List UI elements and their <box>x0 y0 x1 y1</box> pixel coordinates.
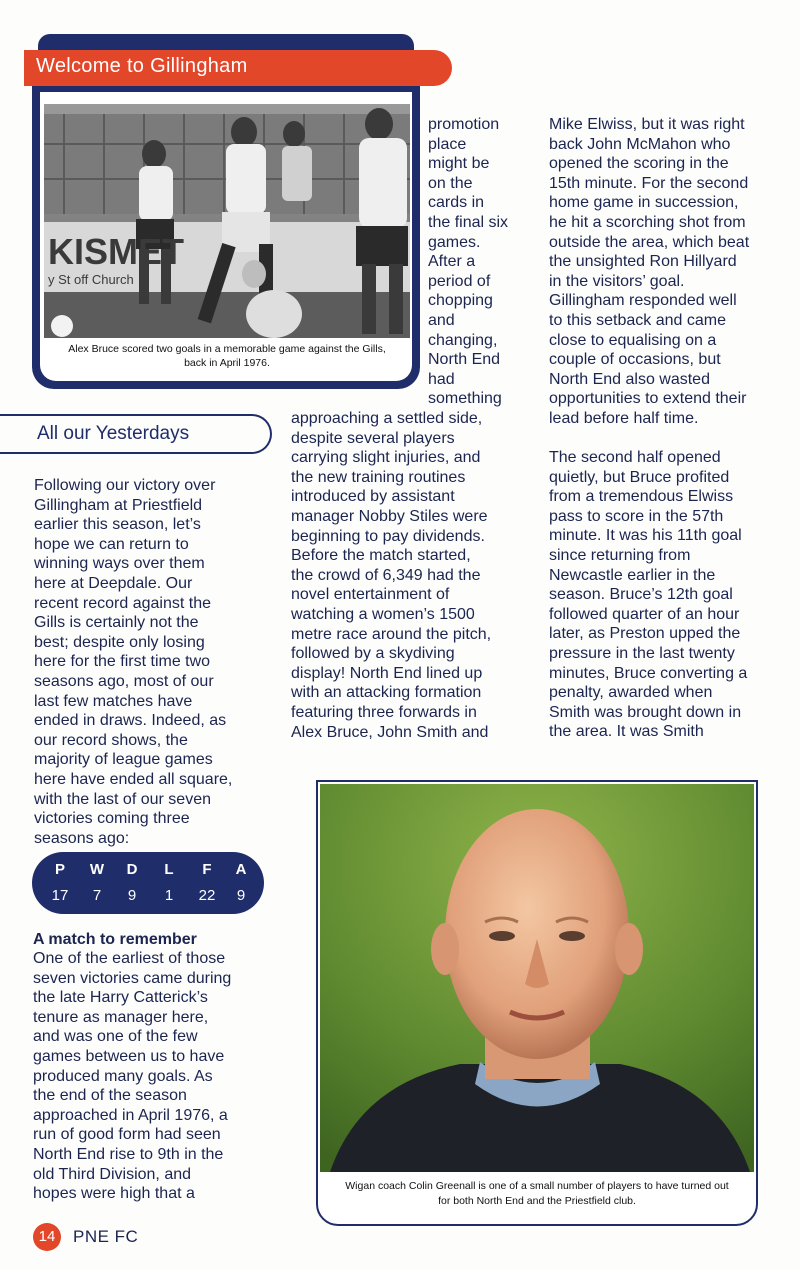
page-title: Welcome to Gillingham <box>36 55 248 77</box>
stats-header: F <box>202 861 212 878</box>
article-line: hopes were high that a <box>33 1185 195 1203</box>
article-line: beginning to pay dividends. <box>291 527 485 545</box>
article-line: pass to score in the 57th <box>549 507 724 525</box>
article-line: to this setback and came <box>549 311 726 329</box>
article-line: carrying slight injuries, and <box>291 449 481 467</box>
article-line: run of good form had seen <box>33 1126 221 1144</box>
top-photo-caption-line: back in April 1976. <box>184 357 270 369</box>
article-line: ended in draws. Indeed, as <box>34 712 227 730</box>
article-line: on the <box>428 174 473 192</box>
article-line: here at Deepdale. Our <box>34 574 193 592</box>
article-line: the new training routines <box>291 468 466 486</box>
article-line: Gillingham at Priestfield <box>34 496 203 514</box>
article-line: earlier this season, let’s <box>34 516 201 534</box>
article-line: minutes, Bruce converting a <box>549 664 748 682</box>
article-line: tenure as manager here, <box>33 1008 209 1026</box>
article-line: recent record against the <box>34 594 211 612</box>
article-line: the final six <box>428 213 509 231</box>
page-number-badge: 14 <box>33 1223 61 1251</box>
article-line: the late Harry Catterick’s <box>33 989 208 1007</box>
article-line: produced many goals. As <box>33 1067 213 1085</box>
article-line: manager Nobby Stiles were <box>291 507 488 525</box>
article-line: novel entertainment of <box>291 586 450 604</box>
article-line: he hit a scorching shot from <box>549 213 746 231</box>
article-line <box>549 429 749 449</box>
article-line: Gills is certainly not the <box>34 614 199 632</box>
ad-board-subtext: y St off Church <box>48 272 134 287</box>
article-line: our record shows, the <box>34 731 188 749</box>
article-line: since returning from <box>549 547 691 565</box>
article-line: approaching a settled side, <box>291 410 483 427</box>
stats-value: 9 <box>127 887 137 904</box>
article-column-1 <box>34 476 232 848</box>
top-photo-caption <box>44 342 410 370</box>
article-line: and was one of the few <box>33 1028 198 1046</box>
article-line: Alex Bruce, John Smith and <box>291 723 489 741</box>
article-line: Following our victory over <box>34 477 216 494</box>
article-line: approached in April 1976, a <box>33 1106 228 1124</box>
article-line: After a <box>428 253 476 271</box>
article-line: from a tremendous Elwiss <box>549 488 734 506</box>
article-column-1-bottom <box>33 949 231 1204</box>
article-line: followed by a skydiving <box>291 645 455 663</box>
article-line: watching a women’s 1500 <box>291 605 475 623</box>
article-line: games. <box>428 233 481 251</box>
stats-value: 22 <box>198 887 216 904</box>
stats-value: 17 <box>51 887 69 904</box>
article-line: back John McMahon who <box>549 135 731 153</box>
article-line: the area. It was Smith <box>549 723 704 741</box>
article-line: last few matches have <box>34 692 193 710</box>
stats-header: P <box>54 861 65 878</box>
portrait-photo-caption <box>320 1179 754 1209</box>
portrait-photo-caption-line: Wigan coach Colin Greenall is one of a small number of players to have turned out <box>345 1180 729 1192</box>
portrait-photo-caption-line: for both North End and the Priestfield club. <box>438 1195 636 1207</box>
article-line: home game in succession, <box>549 194 739 212</box>
article-line: old Third Division, and <box>33 1165 192 1183</box>
stats-value: 9 <box>236 887 246 904</box>
article-line: had <box>428 370 455 388</box>
article-line: Gillingham responded well <box>549 292 737 310</box>
article-line: hope we can return to <box>34 535 189 553</box>
article-line: changing, <box>428 331 498 349</box>
article-column-3 <box>549 115 749 742</box>
article-line: seasons ago: <box>34 829 130 847</box>
article-line: lead before half time. <box>549 409 699 427</box>
article-line: metre race around the pitch, <box>291 625 492 643</box>
article-column-2-bottom <box>291 409 491 742</box>
stats-header: L <box>164 861 174 878</box>
match-photo <box>44 104 410 338</box>
article-line: outside the area, which beat <box>549 233 750 251</box>
article-line: winning ways over them <box>34 555 205 573</box>
article-line: majority of league games <box>34 751 213 769</box>
article-line: The second half opened <box>549 449 721 467</box>
article-column-2-top <box>428 115 508 409</box>
article-line: the end of the season <box>33 1087 187 1105</box>
article-line: One of the earliest of those <box>33 950 226 967</box>
article-line: 15th minute. For the second <box>549 174 749 192</box>
article-line: cards in <box>428 194 485 212</box>
article-line: chopping <box>428 292 493 310</box>
article-line: despite several players <box>291 429 455 447</box>
article-line: season. Bruce’s 12th goal <box>549 586 733 604</box>
stats-header: A <box>235 861 247 878</box>
article-line: North End also wasted <box>549 370 710 388</box>
article-line: might be <box>428 155 490 173</box>
article-line: place <box>428 135 467 153</box>
article-line: quietly, but Bruce profited <box>549 468 730 486</box>
article-line: minute. It was his 11th goal <box>549 527 742 545</box>
article-line: Before the match started, <box>291 547 471 565</box>
article-line: pressure in the last twenty <box>549 645 735 663</box>
article-line: Newcastle earlier in the <box>549 566 716 584</box>
top-photo-caption-line: Alex Bruce scored two goals in a memorable game against the Gills, <box>68 343 386 355</box>
ad-board-text: KISMET <box>48 231 185 272</box>
article-line: here have ended all square, <box>34 770 233 788</box>
stats-header: W <box>89 861 105 878</box>
article-line: opened the scoring in the <box>549 155 729 173</box>
footer-club-name: PNE FC <box>73 1227 139 1246</box>
article-line: the crowd of 6,349 had the <box>291 566 481 584</box>
stats-header: D <box>126 861 138 878</box>
article-line: penalty, awarded when <box>549 684 713 702</box>
article-line: introduced by assistant <box>291 488 455 506</box>
article-line: North End rise to 9th in the <box>33 1145 224 1163</box>
article-line: with the last of our seven <box>34 790 211 808</box>
article-line: featuring three forwards in <box>291 703 477 721</box>
article-line: here for the first time two <box>34 653 211 671</box>
article-line: seven victories came during <box>33 969 232 987</box>
article-line: with an attacking formation <box>291 684 482 702</box>
stats-value: 7 <box>92 887 102 904</box>
article-line: display! North End lined up <box>291 664 483 682</box>
article-line: couple of occasions, but <box>549 351 721 369</box>
article-line: later, as Preston upped the <box>549 625 741 643</box>
article-line: in the visitors’ goal. <box>549 272 685 290</box>
article-line: victories coming three <box>34 810 190 828</box>
article-line: Mike Elwiss, but it was right <box>549 116 745 133</box>
portrait-photo <box>320 784 754 1172</box>
article-line: North End <box>428 351 501 369</box>
article-line: period of <box>428 272 491 290</box>
article-line: promotion <box>428 116 500 133</box>
section-title: All our Yesterdays <box>37 423 190 444</box>
article-line: and <box>428 311 455 329</box>
article-line: games between us to have <box>33 1047 225 1065</box>
article-line: opportunities to extend their <box>549 390 747 408</box>
stats-value: 1 <box>164 887 174 904</box>
article-line: best; despite only losing <box>34 633 205 651</box>
article-line: the unsighted Ron Hillyard <box>549 253 737 271</box>
article-line: Smith was brought down in <box>549 703 742 721</box>
subheading: A match to remember <box>33 931 197 948</box>
article-line: something <box>428 390 502 408</box>
article-line: followed quarter of an hour <box>549 605 740 623</box>
article-line: close to equalising on a <box>549 331 717 349</box>
article-line: seasons ago, most of our <box>34 672 214 690</box>
